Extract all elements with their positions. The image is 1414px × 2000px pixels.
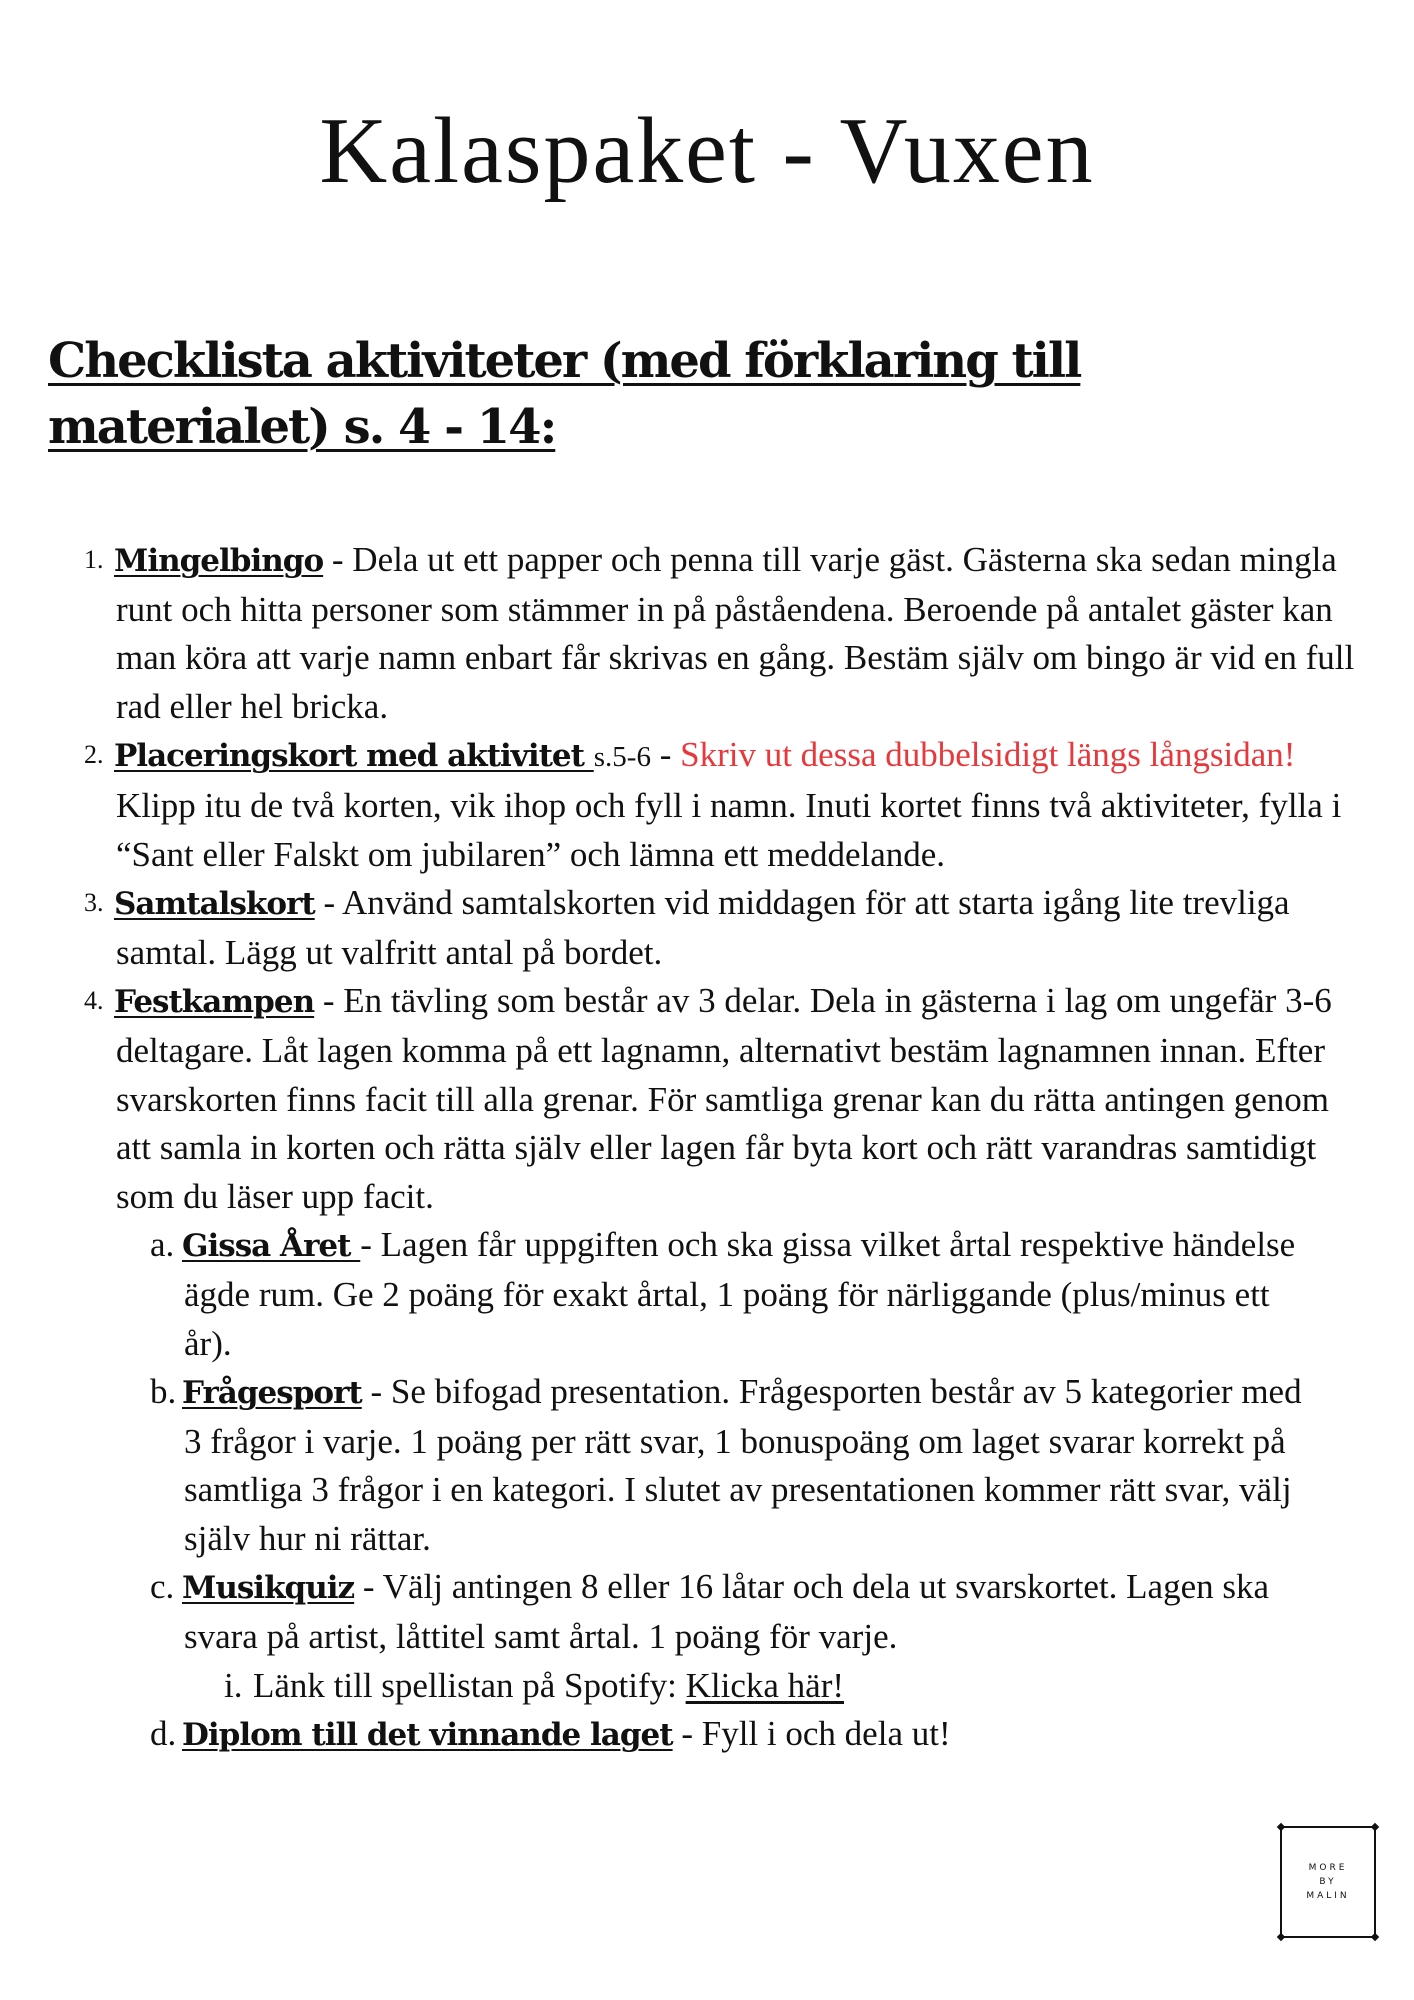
spotify-playlist-link[interactable]: Klicka här! (685, 1665, 844, 1705)
logo-text: MORE BY MALIN (1306, 1863, 1350, 1901)
item-description: - Se bifogad presentation. Frågesporten består av 5 kategorier med 3 frågor i varje. 1 poäng per rätt svar, 1 bonuspoäng om laget svarar korrekt på samtliga 3 frågor i en kategori. I slutet av presentationen kommer rätt svar, välj själv hur ni rättar. (184, 1372, 1302, 1558)
item-dash: - (650, 735, 681, 775)
item-term: Festkampen (114, 984, 315, 1021)
page-title: Kalaspaket - Vuxen (319, 99, 1095, 203)
brand-logo (1280, 1826, 1376, 1938)
section-heading: Checklista aktiviteter (med förklaring till materialet) s. 4 - 14: (48, 333, 1081, 455)
item-term: Frågesport (182, 1375, 362, 1412)
item-description: - Fyll i och dela ut! (672, 1714, 951, 1754)
list-marker: d. (150, 1714, 177, 1754)
list-item-mingelbingo (0, 536, 1366, 731)
logo-corner-icon (1371, 1933, 1379, 1941)
item-term: Mingelbingo (114, 543, 324, 579)
list-marker: 4. (84, 986, 104, 1016)
item-term: Placeringskort med aktivitet (114, 738, 594, 775)
logo-corner-icon (1277, 1933, 1285, 1941)
list-marker: 2. (84, 740, 104, 770)
logo-corner-icon (1371, 1823, 1379, 1831)
item-description: - Använd samtalskorten vid middagen för att starta igång lite trevliga samtal. Lägg ut valfritt antal på bordet. (116, 883, 1290, 972)
list-marker: i. (224, 1665, 243, 1705)
item-description: - En tävling som består av 3 delar. Dela in gästerna i lag om ungefär 3-6 deltagare. Låt lagen komma på ett lagnamn, alternativt bestäm lagnamnen innan. Efter svarskorten finns facit till alla grenar. För samtliga grenar kan du rätta antingen genom att samla in korten och rätta själv eller lagen får byta kort och rätt varandras samtidigt som du läser upp facit. (116, 981, 1332, 1216)
page-reference: s.5-6 (593, 741, 651, 774)
print-warning: Skriv ut dessa dubbelsidigt längs långsidan! (680, 735, 1296, 775)
list-marker: a. (150, 1225, 175, 1265)
list-item-samtalskort (0, 879, 1366, 977)
checklist (0, 536, 1414, 1760)
item-description: - Välj antingen 8 eller 16 låtar och dela ut svarskortet. Lagen ska svara på artist, låttitel samt årtal. 1 poäng för varje. (184, 1567, 1270, 1657)
item-description: - Dela ut ett papper och penna till varje gäst. Gästerna ska sedan mingla runt och hitta personer som stämmer in på påståendena. Beroende på antalet gäster kan man köra att varje namn enbart får skrivas en gång. Bestäm själv om bingo är vid en full rad eller hel bricka. (116, 540, 1355, 726)
item-description: - Lagen får uppgiften och ska gissa vilket årtal respektive händelse ägde rum. Ge 2 poäng för exakt årtal, 1 poäng för närliggande (plus/minus ett år). (184, 1225, 1296, 1363)
item-term: Samtalskort (114, 886, 315, 923)
item-description: Klipp itu de två korten, vik ihop och fyll i namn. Inuti kortet finns två aktiviteter, fylla i “Sant eller Falskt om jubilaren” och lämna ett meddelande. (116, 785, 1342, 874)
sublist-item-spotify-link (0, 1662, 1414, 1711)
list-marker: 3. (84, 888, 104, 918)
list-item-festkampen (0, 977, 1366, 1221)
logo-corner-icon (1277, 1823, 1285, 1831)
list-marker: b. (150, 1372, 177, 1412)
list-item-placeringskort (0, 731, 1366, 879)
list-marker: c. (150, 1567, 175, 1607)
sublist-item-musikquiz (0, 1563, 1314, 1661)
item-term: Diplom till det vinnande laget (182, 1717, 673, 1754)
sublist-item-diplom (0, 1710, 1314, 1760)
link-description: Länk till spellistan på Spotify: (253, 1665, 686, 1705)
item-term: Gissa Året (182, 1228, 361, 1265)
list-marker: 1. (84, 545, 104, 574)
item-term: Musikquiz (182, 1570, 355, 1607)
sublist-item-gissa-aret (0, 1221, 1314, 1368)
sublist-item-fragesport (0, 1368, 1314, 1563)
